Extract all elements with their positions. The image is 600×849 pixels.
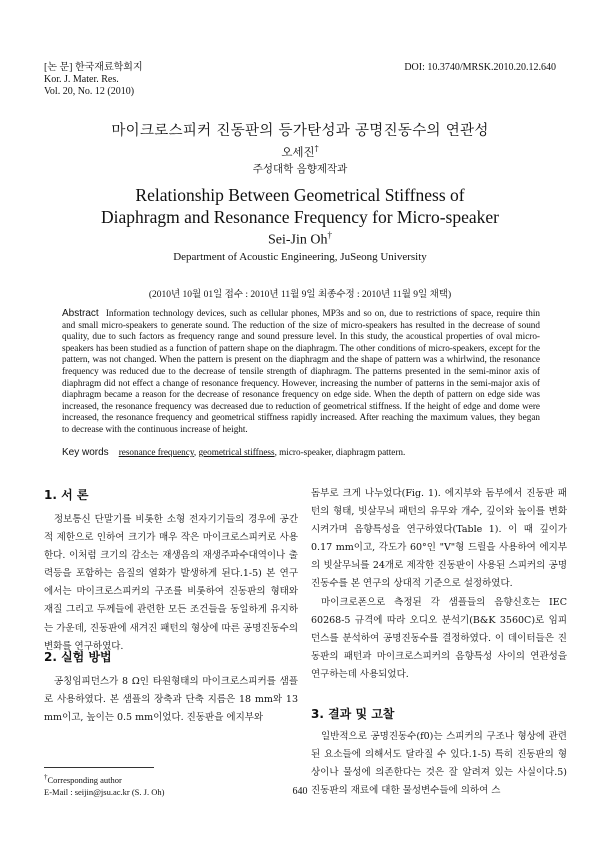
section-2-paragraph: 공칭임피던스가 8 Ω인 타원형태의 마이크로스피커를 샘플로 사용하였다. 본 샘플의 장축과 단축 지름은 18 mm와 13 mm이고, 높이는 0.5 mm이었다. 진동판을 에지부와 bbox=[44, 676, 298, 724]
author-korean-name: 오세진 bbox=[281, 145, 315, 159]
section-2-body bbox=[44, 673, 298, 727]
section-3-title: 3. 결과 및 고찰 bbox=[311, 707, 395, 721]
right-column bbox=[311, 485, 567, 684]
journal-header bbox=[44, 62, 143, 98]
corresponding-mark: † bbox=[314, 144, 319, 154]
abstract bbox=[62, 308, 540, 436]
affiliation-korean: 주성대학 음향제작과 bbox=[252, 163, 348, 175]
author-korean bbox=[0, 144, 600, 160]
author-english-name: Sei-Jin Oh bbox=[268, 232, 328, 248]
footnote-rule bbox=[44, 767, 154, 768]
journal-name-en: Kor. J. Mater. Res. bbox=[44, 74, 119, 85]
doi: DOI: 10.3740/MRSK.2010.20.12.640 bbox=[404, 62, 556, 73]
received-dates: (2010년 10월 01일 접수 : 2010년 11월 9일 최종수정 : 2010년 11월 9일 채택) bbox=[148, 290, 452, 300]
section-1-paragraph: 정보통신 단말기를 비롯한 소형 전자기기들의 경우에 공간적 제한으로 인하여 크기가 매우 작은 마이크로스피커로 사용한다. 이처럼 크기의 감소는 재생음의 재생주파수대역이나 출력등을 포함하는 음질의 열화가 발생하게 된다.1-5) 본 연구에서는 마이크로스피커의 구조를 비롯하여 진동판의 형태와 재질 그리고 두께들에 관련한 모든 조건들을 동일하게 유지하는 가운데, 진동판에 새겨진 패턴의 형상에 따른 공명진동수의 변화를 연구하였다. bbox=[44, 514, 298, 652]
footnote-email: E-Mail : seijin@jsu.ac.kr (S. J. Oh) bbox=[44, 786, 165, 797]
footnote-corresponding: Corresponding author bbox=[47, 774, 122, 785]
section-1-title: 1. 서 론 bbox=[44, 488, 89, 502]
abstract-text: Information technology devices, such as cellular phones, MP3s and so on, due to restrictions of space, require thin and small micro-speakers to generate sound. The reduction of the size of micro-speakers has resulted in the decrease of sound quality, due to such factors as frequency range and sound pressure level. In this study, the acoustical properties of oval micro-speakers has been studied as a function of pattern shape on the diaphragm. The other conditions of micro-speakers, except for the pattern, was not changed. When the pattern is present on the diaphragm and the shape of pattern was a whirlwind, the resonance frequency was reduced due to the decrease of tensile strength of diaphragm. The patterns presented in the semi-minor axis of diaphragm did not effect a change of resonance frequency. However, increasing the number of patterns in the semi-major axis of diaphragm became a reason for the decrease of resonance frequency on edge side. When the depth of pattern on edge side was increased, the resonance frequency was decreased due to reduction of geometrical stiffness. If the height of edge and dome were increased, the resonance frequency and geometrical stiffness rapidly increased. After reaching the maximum values, they began to decrease with the continuous increase of height. bbox=[62, 308, 540, 434]
keywords-rest: , micro-speaker, diaphragm pattern. bbox=[274, 447, 406, 457]
corresponding-mark-en: † bbox=[327, 230, 332, 240]
footnote-mark: † bbox=[44, 773, 48, 781]
title-korean: 마이크로스피커 진동판의 등가탄성과 공명진동수의 연관성 bbox=[111, 123, 489, 139]
keywords bbox=[62, 447, 540, 458]
journal-name-ko: [논 문] 한국재료학회지 bbox=[44, 62, 143, 73]
right-paragraph-1: 돔부로 크게 나누었다(Fig. 1). 에지부와 돔부에서 진동판 패턴의 형태, 빗살무늬 패턴의 유무와 개수, 깊이와 높이를 변화시켜가며 음향특성을 연구하였다(Table 1). 이 때 깊이가 0.17 mm이고, 각도가 60°인 "V"형 드릴을 사용하여 에지부의 빗살무늬를 24개로 제작한 진동판이 사용된 스피커의 공명진동수를 본 연구의 상대적 기준으로 설정하였다. bbox=[311, 488, 567, 590]
keyword-geometrical-stiffness: geometrical stiffness bbox=[198, 447, 275, 457]
journal-volume: Vol. 20, No. 12 (2010) bbox=[44, 86, 135, 97]
title-english-line-1: Relationship Between Geometrical Stiffness of bbox=[135, 185, 465, 205]
right-paragraph-2: 마이크로폰으로 측정된 각 샘플들의 음향신호는 IEC 60268-5 규격에 따라 오디오 분석기(B&K 3560C)로 임피던스를 분석하여 공명진동수를 결정하였다. 이 데이터들은 진동판의 패턴과 마이크로스피커의 음향특성 사이의 연관성을 연구하는데 사용되었다. bbox=[311, 596, 567, 680]
author-english bbox=[0, 230, 600, 249]
section-2-title: 2. 실험 방법 bbox=[44, 650, 112, 664]
keyword-resonance-frequency: resonance frequency bbox=[118, 447, 194, 457]
keyword-separator: , bbox=[193, 447, 199, 457]
section-3-paragraph: 일반적으로 공명진동수(f0)는 스피커의 구조나 형상에 관련된 요소들에 의해서도 달라질 수 있다.1-5) 특히 진동판의 형상이나 물성에 의존한다는 것은 잘 알려져 있는 사실이다.5) 진동판의 재료에 대한 물성변수들에 의하여 스 bbox=[311, 731, 567, 797]
title-english-line-2: Diaphragm and Resonance Frequency for Micro-speaker bbox=[101, 207, 499, 227]
section-1-body bbox=[44, 511, 298, 656]
abstract-label: Abstract bbox=[62, 308, 99, 319]
title-english bbox=[0, 184, 600, 228]
page-number: 640 bbox=[292, 786, 308, 797]
keywords-label: Key words bbox=[62, 447, 109, 458]
affiliation-english: Department of Acoustic Engineering, JuSeong University bbox=[173, 251, 427, 263]
